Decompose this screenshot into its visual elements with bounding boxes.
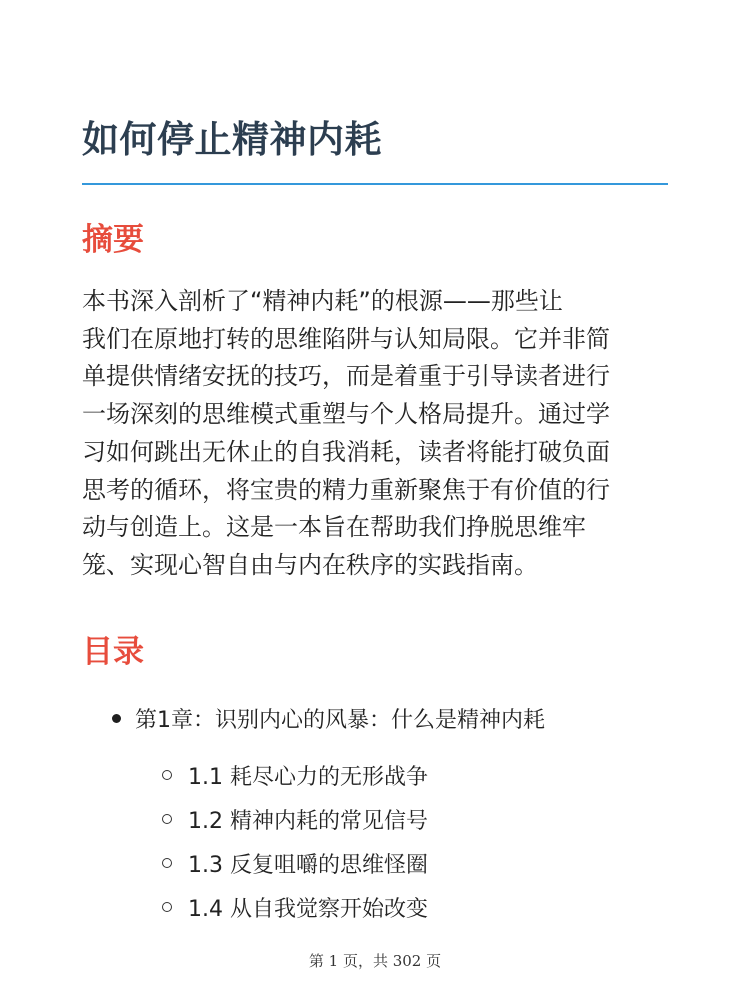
toc-section-item[interactable] bbox=[162, 757, 428, 793]
toc-section-item[interactable] bbox=[162, 889, 428, 925]
abstract-line: 思考的循环，将宝贵的精力重新聚焦于有价值的行 bbox=[82, 475, 610, 504]
abstract-line: 我们在原地打转的思维陷阱与认知局限。它并非简 bbox=[82, 324, 610, 353]
toc-chapter-item[interactable] bbox=[112, 700, 545, 736]
toc-section-label: 1.2 精神内耗的常见信号 bbox=[188, 808, 428, 834]
title-divider bbox=[82, 183, 668, 185]
abstract-line: 单提供情绪安抚的技巧，而是着重于引导读者进行 bbox=[82, 362, 610, 391]
abstract-heading: 摘要 bbox=[82, 222, 144, 258]
toc-section-item[interactable] bbox=[162, 845, 428, 881]
abstract-line: 笼、实现心智自由与内在秩序的实践指南。 bbox=[82, 550, 538, 579]
page-number-footer: 第 1 页，共 302 页 bbox=[308, 952, 442, 970]
toc-section-label: 1.3 反复咀嚼的思维怪圈 bbox=[188, 852, 428, 878]
abstract-line: 动与创造上。这是一本旨在帮助我们挣脱思维牢 bbox=[82, 513, 586, 542]
abstract-line: 习如何跳出无休止的自我消耗，读者将能打破负面 bbox=[82, 437, 610, 466]
toc-section-label: 1.1 耗尽心力的无形战争 bbox=[188, 764, 428, 790]
bullet-circle-icon bbox=[162, 770, 172, 780]
abstract-line: 本书深入剖析了“精神内耗”的根源——那些让 bbox=[82, 287, 563, 315]
abstract-line: 一场深刻的思维模式重塑与个人格局提升。通过学 bbox=[82, 400, 610, 429]
toc-section-label: 1.4 从自我觉察开始改变 bbox=[188, 896, 428, 922]
book-title: 如何停止精神内耗 bbox=[82, 118, 382, 161]
bullet-circle-icon bbox=[162, 858, 172, 868]
abstract-paragraph bbox=[82, 283, 682, 585]
toc-section-item[interactable] bbox=[162, 801, 428, 837]
toc-chapter-label: 第1章：识别内心的风暴：什么是精神内耗 bbox=[135, 707, 545, 733]
bullet-circle-icon bbox=[162, 814, 172, 824]
toc-heading: 目录 bbox=[82, 634, 144, 670]
bullet-disc-icon bbox=[112, 714, 121, 723]
bullet-circle-icon bbox=[162, 902, 172, 912]
